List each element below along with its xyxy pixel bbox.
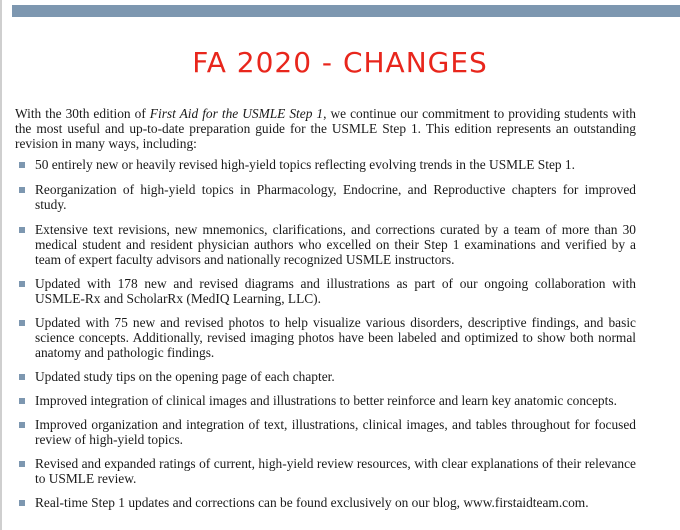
list-item-text: Real-time Step 1 updates and corrections can be found exclusively on our blog, www.firstaidteam.com. [35,495,589,510]
document-body [15,106,636,518]
intro-text-before: With the 30th edition of [15,106,150,121]
list-item [15,157,636,172]
list-item-text: 50 entirely new or heavily revised high-yield topics reflecting evolving trends in the USMLE Step 1. [35,157,575,172]
list-item [15,222,636,267]
list-item [15,315,636,360]
list-item-text: Improved integration of clinical images and illustrations to better reinforce and learn key anatomic concepts. [35,393,617,408]
list-item-text: Updated with 178 new and revised diagrams and illustrations as part of our ongoing collaboration with USMLE-Rx and ScholarRx (MedIQ Learning, LLC). [35,276,636,306]
intro-text-after: , we continue our commitment to providing students with the most useful and up-to-date preparation guide for the USMLE Step 1. This edition represents an outstanding revision in many ways, including: [15,106,636,151]
list-item-text: Extensive text revisions, new mnemonics, clarifications, and corrections curated by a team of more than 30 medical student and resident physician authors who excelled on their Step 1 examinations and verified by a team of expert faculty advisors and nationally recognized USMLE instructors. [35,222,636,267]
left-page-edge [0,0,2,530]
list-item [15,417,636,447]
list-item [15,276,636,306]
square-bullet-icon [19,374,25,380]
list-item-text: Improved organization and integration of text, illustrations, clinical images, and tables throughout for focused review of high-yield topics. [35,417,636,447]
intro-paragraph [15,106,636,151]
list-item-text: Revised and expanded ratings of current, high-yield review resources, with clear explanations of their relevance to USMLE review. [35,456,636,486]
page-title: FA 2020 - CHANGES [192,46,488,79]
list-item-text: Updated study tips on the opening page of each chapter. [35,369,335,384]
list-item [15,495,636,510]
list-item [15,182,636,212]
list-item [15,393,636,408]
list-item-text: Updated with 75 new and revised photos to help visualize various disorders, descriptive findings, and basic science concepts. Additionally, revised imaging photos have been labeled and optimized to show both normal anatomy and pathologic findings. [35,315,636,360]
square-bullet-icon [19,227,25,233]
square-bullet-icon [19,320,25,326]
changes-list [15,157,636,510]
book-title: First Aid for the USMLE Step 1 [149,106,324,121]
square-bullet-icon [19,422,25,428]
square-bullet-icon [19,461,25,467]
square-bullet-icon [19,187,25,193]
header-accent-bar [12,5,680,17]
square-bullet-icon [19,398,25,404]
list-item-text: Reorganization of high-yield topics in Pharmacology, Endocrine, and Reproductive chapters for improved study. [35,182,636,212]
square-bullet-icon [19,162,25,168]
list-item [15,456,636,486]
list-item [15,369,636,384]
square-bullet-icon [19,281,25,287]
square-bullet-icon [19,500,25,506]
